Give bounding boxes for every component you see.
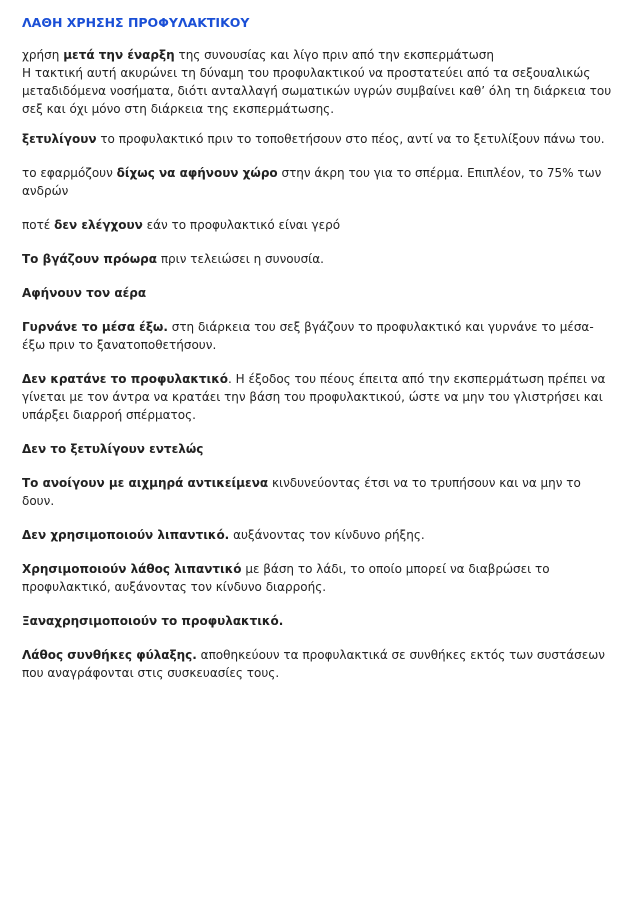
paragraph-bold: δεν ελέγχουν (54, 218, 143, 232)
paragraph-bold: Το βγάζουν πρόωρα (22, 252, 157, 266)
paragraph-bold: Αφήνουν τον αέρα (22, 286, 147, 300)
paragraph-item-12 (22, 560, 612, 596)
paragraph-post: το προφυλακτικό πριν το τοποθετήσουν στο πέος, αντί να το ξετυλίξουν πάνω του. (96, 132, 605, 146)
paragraph-bold: Δεν χρησιμοποιούν λιπαντικό. (22, 528, 230, 542)
paragraph-item-9 (22, 440, 612, 458)
paragraph-bold: μετά την έναρξη (63, 48, 175, 62)
paragraph-item-3 (22, 164, 612, 200)
paragraph-post: αποθηκεύουν τα προφυλακτικά σε συνθήκες εκτός των συστάσεων που αναγράφονται στις συσκευασίες τους. (22, 648, 605, 680)
paragraph-bold: Λάθος συνθήκες φύλαξης. (22, 648, 197, 662)
paragraph-item-6 (22, 284, 612, 302)
paragraph-pre: ποτέ (22, 218, 55, 232)
paragraph-post: στην άκρη του για το σπέρμα. Επιπλέον, το 75% των ανδρών (22, 166, 602, 198)
paragraph-item-10 (22, 474, 612, 510)
paragraph-item-4 (22, 216, 612, 234)
paragraph-item-11 (22, 526, 612, 544)
paragraph-item-8 (22, 370, 612, 424)
paragraph-bold: δίχως να αφήνουν χώρο (116, 166, 278, 180)
paragraph-post: με βάση το λάδι, το οποίο μπορεί να διαβρώσει το προφυλακτικό, αυξάνοντας τον κίνδυνο διαρροής. (22, 562, 550, 594)
paragraph-bold: Χρησιμοποιούν λάθος λιπαντικό (22, 562, 242, 576)
paragraph-bold: Δεν το ξετυλίγουν εντελώς (22, 442, 204, 456)
paragraph-item-7 (22, 318, 612, 354)
paragraph-item-13 (22, 612, 612, 630)
paragraph-bold: ξετυλίγουν (22, 132, 97, 146)
page-title: ΛΑΘΗ ΧΡΗΣΗΣ ΠΡΟΦΥΛΑΚΤΙΚΟΥ (22, 15, 250, 30)
paragraph-pre: χρήση (22, 48, 64, 62)
paragraph-item-5 (22, 250, 612, 268)
paragraph-item-14 (22, 646, 612, 682)
paragraph-bold: Δεν κρατάνε το προφυλακτικό (22, 372, 228, 386)
paragraph-bold: Ξαναχρησιμοποιούν το προφυλακτικό. (22, 614, 284, 628)
paragraph-post: στη διάρκεια του σεξ βγάζουν το προφυλακτικό και γυρνάνε το μέσα-έξω πριν το ξανατοποθετήσουν. (22, 320, 594, 352)
paragraph-post: . Η έξοδος του πέους έπειτα από την εκσπερμάτωση πρέπει να γίνεται με τον άντρα να κρατάει την βάση του προφυλακτικού, ώστε να μην του γλιστρήσει και υπάρξει διαρροή σπέρματος. (22, 372, 606, 422)
paragraph-item-2 (22, 130, 612, 148)
paragraph-bold: Γυρνάνε το μέσα έξω. (22, 320, 168, 334)
paragraph-post: εάν το προφυλακτικό είναι γερό (142, 218, 341, 232)
paragraph-extra: Η τακτική αυτή ακυρώνει τη δύναμη του προφυλακτικού να προστατεύει από τα σεξουαλικώς μεταδιδόμενα νοσήματα, διότι ανταλλαγή σωματικών υγρών συμβαίνει καθ’ όλη τη διάρκεια του σεξ και όχι μόνο στη διάρκεια της εκσπερμάτωσης. (22, 66, 612, 116)
paragraph-post: κινδυνεύοντας έτσι να το τρυπήσουν και να μην το δουν. (22, 476, 581, 508)
paragraph-item-1 (22, 46, 612, 118)
document-page (22, 14, 612, 698)
paragraph-post: αυξάνοντας τον κίνδυνο ρήξης. (229, 528, 425, 542)
paragraph-bold: Το ανοίγουν με αιχμηρά αντικείμενα (22, 476, 269, 490)
paragraph-pre: το εφαρμόζουν (22, 166, 117, 180)
paragraph-post: πριν τελειώσει η συνουσία. (157, 252, 324, 266)
paragraph-post: της συνουσίας και λίγο πριν από την εκσπερμάτωση (174, 48, 494, 62)
